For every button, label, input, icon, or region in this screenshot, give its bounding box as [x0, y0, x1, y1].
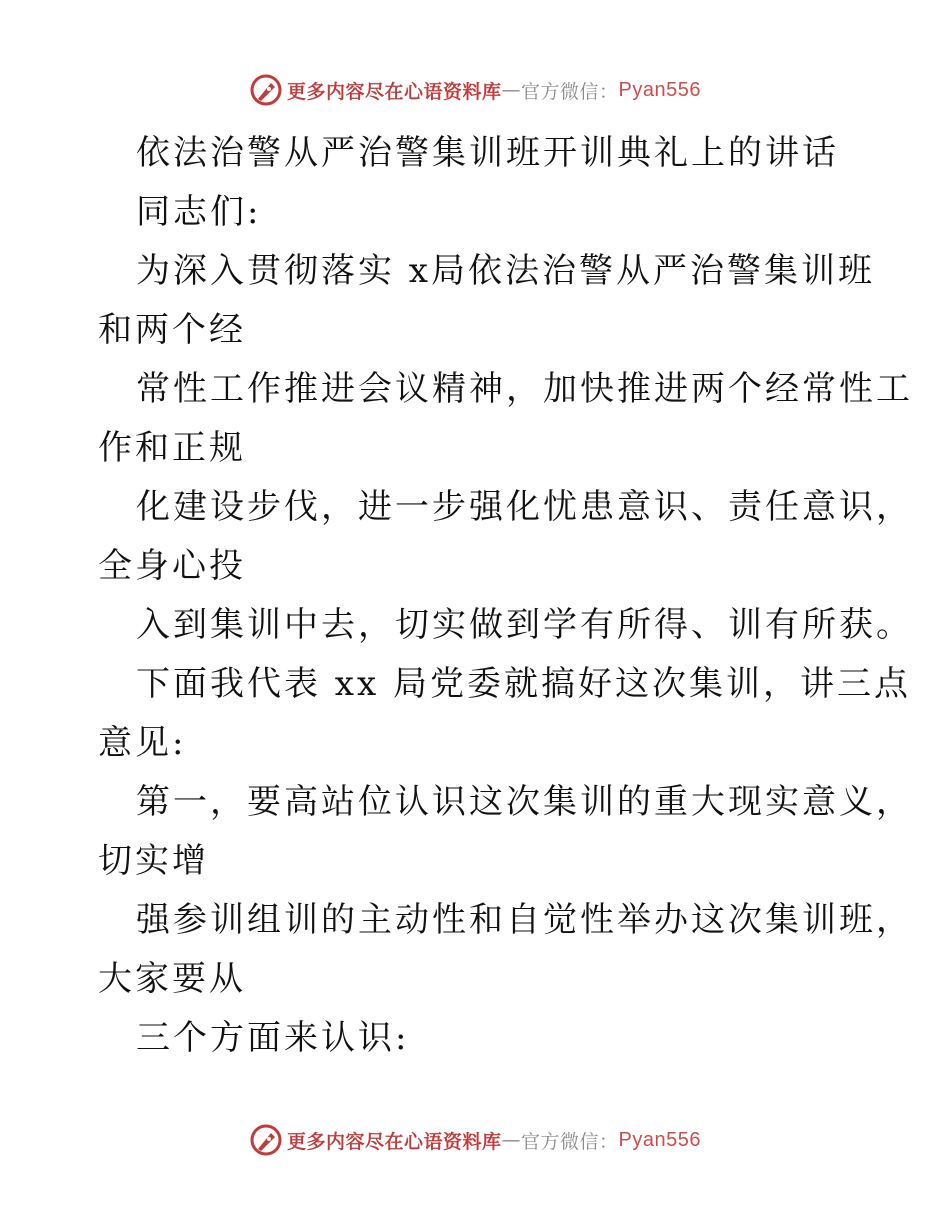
text-line: 入到集训中去，切实做到学有所得、训有所获。 [136, 605, 913, 645]
text-line: 全身心投 [98, 546, 246, 586]
banner-title: 更多内容尽在心语资料库 [287, 80, 502, 103]
document-title: 依法治警从严治警集训班开训典礼上的讲话 [136, 133, 839, 173]
salutation: 同志们: [136, 192, 262, 232]
text-line: 常性工作推进会议精神，加快推进两个经常性工 [136, 369, 913, 409]
text-line: 为深入贯彻落实 x局依法治警从严治警集训班 [136, 251, 875, 291]
header-banner [0, 70, 950, 110]
text-line: 切实增 [98, 841, 209, 881]
pen-nib-logo-icon [249, 1123, 283, 1157]
text-line: 强参训组训的主动性和自觉性举办这次集训班， [136, 900, 913, 940]
text-line: 下面我代表 xx 局党委就搞好这次集训，讲三点 [136, 664, 911, 704]
banner-label: 官方微信： [521, 1130, 619, 1153]
banner-dash: — [501, 1129, 522, 1151]
text-line: 作和正规 [98, 428, 246, 468]
banner-label: 官方微信： [521, 80, 619, 103]
banner-dash: — [501, 79, 522, 101]
banner-title: 更多内容尽在心语资料库 [287, 1130, 502, 1153]
text-line: 化建设步伐，进一步强化忧患意识、责任意识， [136, 487, 913, 527]
banner-wechat-id: Pyan556 [618, 1128, 701, 1151]
document-body [98, 124, 913, 1068]
text-line: 意见: [98, 723, 187, 763]
text-line: 三个方面来认识: [136, 1018, 410, 1058]
banner-wechat-id: Pyan556 [618, 78, 701, 101]
pen-nib-logo-icon [249, 73, 283, 107]
text-line: 和两个经 [98, 310, 246, 350]
footer-banner [0, 1120, 950, 1160]
text-line: 第一，要高站位认识这次集训的重大现实意义， [136, 782, 913, 822]
text-line: 大家要从 [98, 959, 246, 999]
